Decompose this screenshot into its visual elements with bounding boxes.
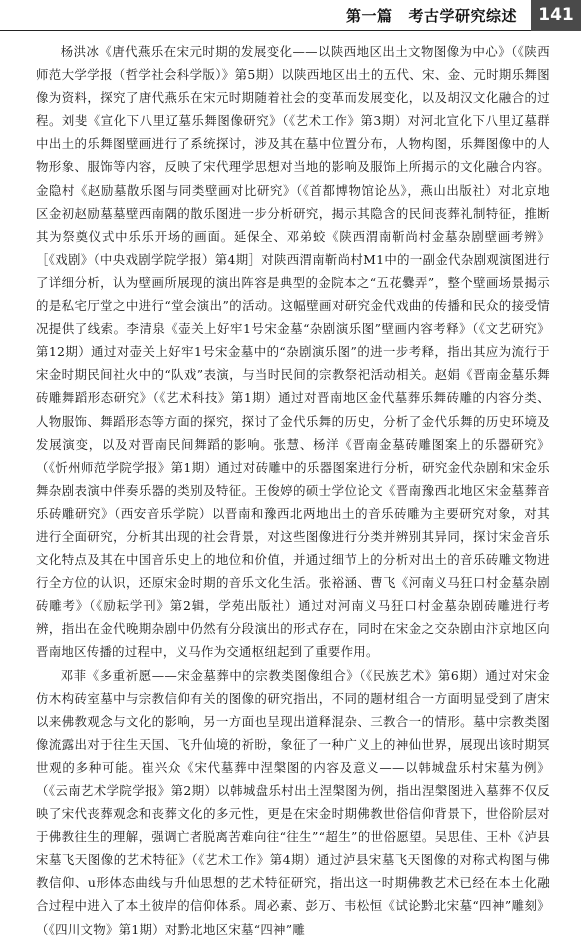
header-title-group (346, 5, 517, 26)
chapter-label: 第一篇 (345, 7, 393, 25)
section-title: 考古学研究综述 (408, 7, 517, 25)
header-divider (0, 30, 531, 31)
page-number: 141 (531, 0, 581, 31)
running-header (0, 0, 581, 30)
paragraph-religious-imagery: 邓菲《多重祈愿——宋金墓葬中的宗教类图像组合》（《民族艺术》第6期）通过对宋金仿木构砖室墓中与宗教信仰有关的图像的研究指出，不同的题材组合一方面明显受到了唐宋以来佛教观念与文化的影响，另一方面也呈现出道释混杂、三教合一的情形。墓中宗教类图像流露出对于往生天国、飞升仙境的祈盼，象征了一种广义上的神仙世界，展现出该时期冥世观的多种可能。崔兴众《宋代墓葬中涅槃图的内容及意义——以韩城盘乐村宋墓为例》（《云南艺术学院学报》第2期）以韩城盘乐村出土涅槃图为例，指出涅槃图进入墓葬不仅反映了宋代丧葬观念和丧葬文化的多元性，更是在宋金时期佛教世俗信仰背景下，世俗阶层对于佛教往生的理解，强调亡者脱离苦难向往“往生”“超生”的世俗愿望。吴思佳、王朴《泸县宋墓飞天图像的艺术特征》（《艺术工作》第4期）通过泸县宋墓飞天图像的对称式构图与佛教信仰、u形体态曲线与升仙思想的艺术特征研究，指出这一时期佛教艺术已经在本土化融合过程中进入了本土彼岸的信仰体系。周必素、彭万、韦松恒《试论黔北宋墓“四神”雕刻》（《四川文物》第1期）对黔北地区宋墓“四神”雕 (36, 667, 550, 937)
body-text (36, 40, 550, 937)
paragraph-music-dance-imagery: 杨洪冰《唐代燕乐在宋元时期的发展变化——以陕西地区出土文物图像为中心》（《陕西师范大学学报（哲学社会科学版）》第5期）以陕西地区出土的五代、宋、金、元时期乐舞图像为资料，探究了唐代燕乐在宋元时期随着社会的变革而发展变化，以及胡汉文化融合的过程。刘斐《宣化下八里辽墓乐舞图像研究》（《艺术工作》第3期）对河北宣化下八里辽墓群中出土的乐舞图壁画进行了系统探讨，涉及其在墓中位置分布，人物构图，乐舞图像中的人物形象、服饰等内容，反映了宋代理学思想对当地的影响及服饰上所揭示的文化融合内容。金隐村《赵励墓散乐图与同类壁画对比研究》（《首都博物馆论丛》，燕山出版社）对北京地区金初赵励墓墓壁西南隅的散乐图进一步分析研究，揭示其隐含的民间丧葬礼制特征，推断其为祭奠仪式中乐乐开场的画面。延保全、邓弟蛟《陕西渭南靳尚村金墓杂剧壁画考辨》［《戏剧》（中央戏剧学院学报）第4期］对陕西渭南靳尚村M1中的一副金代杂剧观演图进行了详细分析，认为壁画所展现的演出阵容是典型的金院本之“五花爨弄”，整个壁画场景揭示的是私宅厅堂之中进行“堂会演出”的活动。这幅壁画对研究金代戏曲的传播和民众的接受情况提供了线索。李清泉《壶关上好牢1号宋金墓“杂剧演乐图”壁画内容考释》（《文艺研究》第12期）通过对壶关上好牢1号宋金墓中的“杂剧演乐图”的进一步考释，指出其应为流行于宋金时期民间社火中的“队戏”表演，与当时民间的宗教祭祀活动相关。赵娟《晋南金墓乐舞砖雕舞蹈形态研究》（《艺术科技》第1期）通过对晋南地区金代墓葬乐舞砖雕的内容分类、人物服饰、舞蹈形态等方面的探究，探讨了金代乐舞的历史，分析了金代乐舞的历史环境及发展演变，以及对晋南民间舞蹈的影响。张慧、杨洋《晋南金墓砖雕图案上的乐器研究》（《忻州师范学院学报》第1期）通过对砖雕中的乐器图案进行分析，研究金代杂剧和宋金乐舞杂剧表演中伴奏乐器的类别及特征。王俊婷的硕士学位论文《晋南豫西北地区宋金墓葬音乐砖雕研究》（西安音乐学院）以晋南和豫西北两地出土的音乐砖雕为主要研究对象，对其进行全面研究，分析其出现的社会背景，对这些图像进行分类并辨别其异同，探讨宋金音乐文化特点及其在中国音乐史上的地位和价值，并通过细节上的分析对出土的音乐砖雕文物进行全方位的认识，还原宋金时期的音乐文化生活。张裕涵、曹飞《河南义马狂口村金墓杂剧砖雕考》（《励耘学刊》第2辑，学苑出版社）通过对河南义马狂口村金墓杂剧砖雕进行考辨，指出在金代晚期杂剧中仍然有分段演出的形式存在，同时在宋金之交杂剧由汴京地区向晋南地区传播的过程中，义马作为交通枢纽起到了重要作用。 (36, 44, 550, 660)
